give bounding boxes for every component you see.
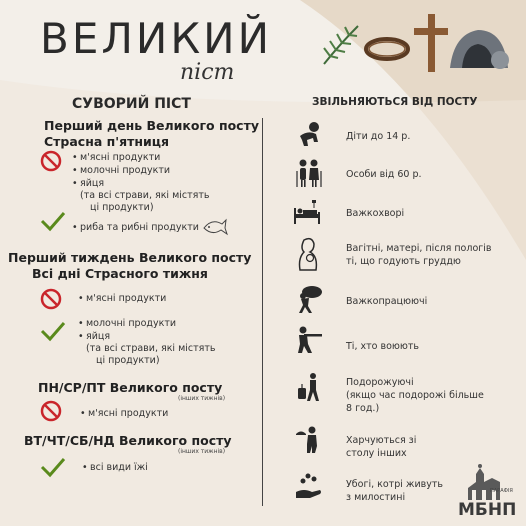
list-item: (та всі страви, які містять [80, 190, 210, 201]
section-note: (інших тижнів) [178, 395, 226, 402]
sick-bed-icon [292, 198, 322, 228]
forbidden-icon [40, 400, 62, 422]
logo-text: МБНП [458, 500, 517, 520]
list-item: • молочні продукти [78, 318, 177, 329]
soldier-icon [294, 324, 324, 354]
baby-icon [294, 120, 324, 150]
section-title: Перший тиждень Великого посту Всі дні Страсного тижня [8, 250, 252, 281]
list-item: • м'ясні продукти [80, 408, 169, 419]
check-icon [40, 456, 66, 478]
section-title: ПН/СР/ПТ Великого посту [38, 380, 223, 395]
exempt-text: Подорожуючі (якщо час подорожі більше 8 год.) [346, 377, 484, 414]
check-icon [40, 210, 66, 232]
section-title: ВТ/ЧТ/СБ/НД Великого посту [24, 433, 232, 448]
page-subtitle: піст [180, 60, 235, 85]
tomb-icon [448, 26, 510, 70]
list-item: • м'ясні продукти [72, 152, 161, 163]
page-title: ВЕЛИКИЙ [40, 14, 273, 63]
crown-of-thorns-icon [362, 34, 412, 64]
exempt-text: Важкохворі [346, 208, 405, 219]
list-item: • м'ясні продукти [78, 293, 167, 304]
exempt-text: Важкопрацюючі [346, 296, 428, 307]
column-divider [262, 118, 263, 506]
palm-branch-icon [320, 22, 362, 66]
exempt-text: Діти до 14 р. [346, 131, 411, 142]
exempt-text: Ті, хто воюють [346, 341, 420, 352]
fish-icon [202, 216, 228, 236]
list-item: • всі види їжі [82, 462, 148, 473]
mother-icon [294, 236, 324, 272]
list-item: ці продукти) [90, 202, 154, 213]
list-item: ці продукти) [96, 355, 160, 366]
exempt-text: Особи від 60 р. [346, 169, 422, 180]
elderly-couple-icon [294, 158, 324, 188]
forbidden-icon [40, 288, 62, 310]
list-item: • риба та рибні продукти [72, 222, 199, 233]
list-item: • яйця [72, 178, 105, 189]
list-item: (та всі страви, які містять [86, 343, 216, 354]
exempt-text: Вагітні, матері, після пологів ті, що годують груддю [346, 243, 492, 267]
exempt-text: Убогі, котрі живуть з милостині [346, 479, 443, 503]
traveler-icon [294, 372, 324, 402]
forbidden-icon [40, 150, 62, 172]
cross-icon [414, 14, 448, 72]
list-item: • молочні продукти [72, 165, 171, 176]
alms-icon [294, 472, 324, 502]
logo-small-text: ПАРАФІЯ [490, 488, 513, 494]
exempt-text: Харчуються зі столу інших [346, 435, 417, 459]
right-heading: ЗВІЛЬНЯЮТЬСЯ ВІД ПОСТУ [312, 96, 478, 108]
waiter-icon [294, 424, 324, 454]
section-title: Перший день Великого посту Страсна п'ятниця [44, 118, 259, 149]
left-heading: СУВОРИЙ ПІСТ [72, 96, 191, 112]
heavy-worker-icon [294, 284, 324, 314]
list-item: • яйця [78, 331, 111, 342]
section-note: (інших тижнів) [178, 448, 226, 455]
check-icon [40, 320, 66, 342]
